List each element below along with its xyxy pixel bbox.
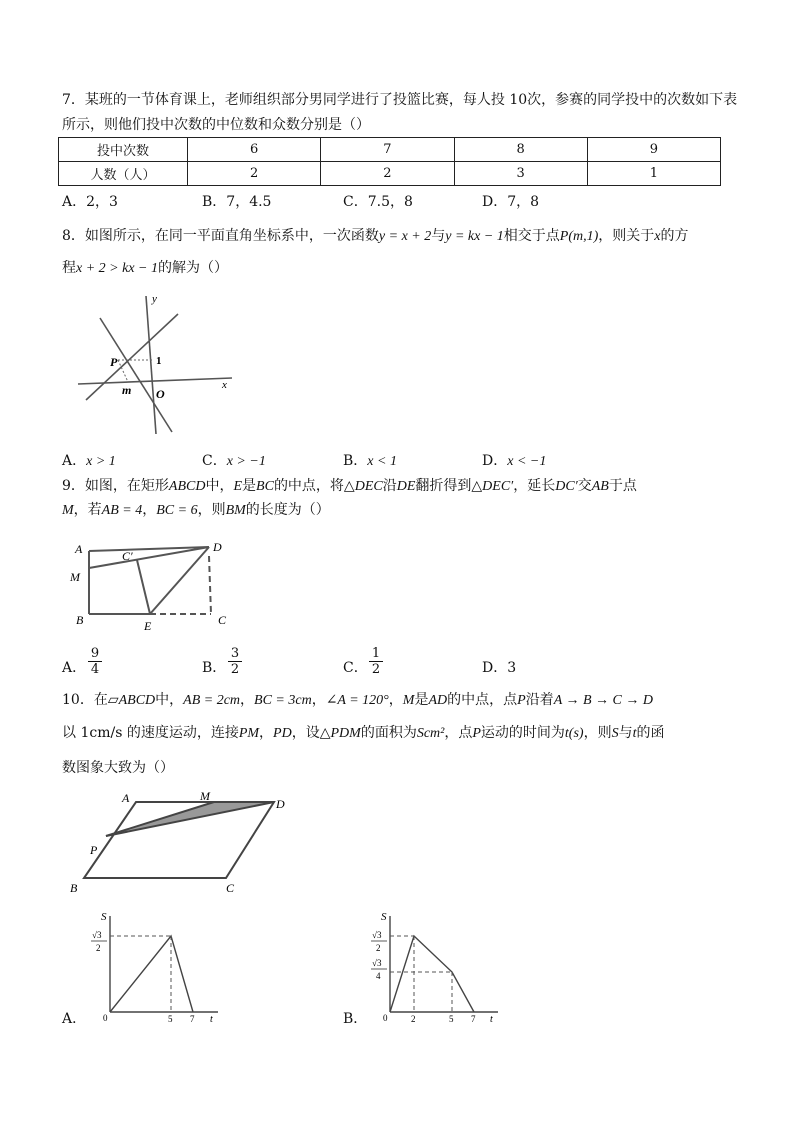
- q9-math: BC = 6: [156, 503, 198, 518]
- q10-text: 沿着: [525, 692, 554, 708]
- q9-option-a-letter[interactable]: A．: [62, 660, 87, 676]
- q10-math: t(s): [564, 726, 584, 741]
- option-letter: C．: [202, 453, 227, 469]
- q8-text-line2: [62, 258, 228, 279]
- xtick-7: 7: [190, 1014, 195, 1024]
- s-label: S: [381, 911, 387, 923]
- q10-text: ，点: [444, 725, 473, 741]
- q7-data-table: [58, 137, 721, 186]
- q8-var: x: [654, 229, 661, 244]
- q10-text: 运动的时间为: [480, 725, 565, 741]
- y-label: y: [152, 293, 157, 305]
- label-m: M: [200, 789, 210, 803]
- q10-math: PM: [238, 726, 260, 741]
- q9-option-c-fraction: [369, 646, 383, 677]
- q10-text: 是: [414, 692, 429, 708]
- q10-text: 的面积为: [360, 725, 417, 741]
- q9-text: 的中点，将△: [273, 478, 355, 494]
- q8-text: 相交于点: [503, 228, 560, 244]
- xtick-2: 2: [411, 1014, 416, 1024]
- graph-a-curve: [110, 936, 193, 1012]
- label-m: M: [70, 570, 80, 584]
- ytick-num: √3: [92, 930, 102, 940]
- q10-text-line2: [62, 723, 664, 744]
- q10-text: ，: [311, 692, 326, 708]
- origin-label: O: [156, 387, 165, 401]
- q8-eq2: y = kx − 1: [445, 229, 504, 244]
- q9-text: ，则: [197, 502, 226, 518]
- q9-text: 交: [577, 478, 592, 494]
- option-value: x < 1: [367, 454, 397, 469]
- table-cell: 2: [188, 162, 321, 186]
- q9-math: E: [233, 479, 243, 494]
- q10-math: PD: [273, 726, 292, 741]
- q9-option-b-fraction: [228, 646, 242, 677]
- q9-text: ，若: [73, 502, 102, 518]
- graph-b-curve: [390, 936, 474, 1012]
- option-letter: B．: [343, 453, 368, 469]
- q9-text-line2: [62, 500, 330, 521]
- q10-math: P: [517, 693, 526, 708]
- q9-text-line1: [62, 476, 637, 497]
- s-label: S: [101, 911, 107, 923]
- table-cell: 7: [321, 138, 454, 162]
- q9-math: DC′: [555, 479, 578, 494]
- q9-text: 9．如图，在矩形: [62, 478, 169, 494]
- label-c: C: [226, 881, 235, 895]
- q9-math: M: [62, 503, 74, 518]
- q10-math: AD: [428, 693, 448, 708]
- q10-math: Scm²: [416, 726, 445, 741]
- q8-text-line1: [62, 226, 689, 247]
- q10-text: ，: [240, 692, 255, 708]
- q9-math: BM: [225, 503, 246, 518]
- label-a: A: [75, 542, 83, 556]
- table-row: [59, 138, 721, 162]
- t-label: t: [210, 1014, 213, 1024]
- q10-math: BC = 3cm: [254, 693, 312, 708]
- q8-option-a[interactable]: [62, 451, 116, 472]
- q9-text: 中，: [205, 478, 234, 494]
- xtick-5: 5: [168, 1014, 173, 1024]
- option-value: x > −1: [226, 454, 266, 469]
- ytick1-den: 2: [376, 943, 381, 953]
- q9-text: 的长度为（）: [245, 502, 330, 518]
- ytick-den: 2: [96, 943, 101, 953]
- q8-option-b[interactable]: [343, 451, 397, 472]
- t-label: t: [490, 1014, 493, 1024]
- q8-text: 8．如图所示，在同一平面直角坐标系中，一次函数: [62, 228, 379, 244]
- label-b: B: [76, 613, 84, 627]
- q8-eq1: y = x + 2: [378, 229, 432, 244]
- q9-math: AB = 4: [101, 503, 143, 518]
- q10-text-line1: [62, 690, 653, 711]
- line-kx-minus-1: [100, 318, 172, 432]
- q10-text: ，: [259, 725, 274, 741]
- q7-option-b[interactable]: B．7，4.5: [202, 194, 272, 210]
- q10-text-line3: 数图象大致为（）: [62, 760, 174, 776]
- ytick1-num: √3: [372, 930, 382, 940]
- x-axis: [78, 378, 232, 384]
- x-label: x: [222, 379, 227, 391]
- xtick-5: 5: [449, 1014, 454, 1024]
- q8-inequality: x + 2 > kx − 1: [76, 261, 158, 276]
- q9-math: ABCD: [168, 479, 206, 494]
- q10-text: ，: [388, 692, 403, 708]
- q10-text: 以 1cm/s 的速度运动，连接: [62, 725, 239, 741]
- q9-math: DE: [396, 479, 416, 494]
- label-b: B: [70, 881, 78, 895]
- q10-math: P: [472, 726, 481, 741]
- q7-text-line1: 7．某班的一节体育课上，老师组织部分男同学进行了投篮比赛，每人投 10次，参赛的同学投中的次数如下表: [62, 92, 738, 108]
- q10-text: ，设△: [291, 725, 331, 741]
- denominator: 4: [90, 662, 100, 677]
- q8-point: P(m,1): [559, 229, 599, 244]
- q9-text: 沿: [382, 478, 397, 494]
- q9-option-b-letter[interactable]: B．: [202, 660, 227, 676]
- option-letter: D．: [482, 453, 508, 469]
- p-label: P: [110, 355, 118, 369]
- q10-graph-b: [368, 908, 518, 1024]
- ytick2-num: √3: [372, 958, 382, 968]
- q10-text: 中，: [155, 692, 184, 708]
- denominator: 2: [371, 662, 381, 677]
- table-cell: 3: [454, 162, 587, 186]
- one-label: 1: [156, 355, 162, 367]
- q9-option-d[interactable]: D．3: [482, 660, 517, 676]
- q10-text: ，则: [583, 725, 612, 741]
- label-d: D: [213, 540, 222, 554]
- option-value: x < −1: [507, 454, 547, 469]
- table-cell: 1: [587, 162, 720, 186]
- origin-label: 0: [103, 1013, 108, 1023]
- q7-option-d[interactable]: D．7，8: [482, 194, 540, 210]
- q10-math: ∠A = 120°: [325, 693, 389, 708]
- label-a: A: [122, 791, 130, 805]
- q10-graph-a: [88, 908, 238, 1024]
- denominator: 2: [230, 662, 240, 677]
- numerator: 3: [228, 646, 242, 662]
- table-cell: 9: [587, 138, 720, 162]
- q9-text: 于点: [608, 478, 637, 494]
- q10-math: A → B → C → D: [553, 693, 653, 708]
- table-cell: 8: [454, 138, 587, 162]
- q7-option-a[interactable]: A．2，3: [62, 194, 118, 210]
- q8-text: 程: [62, 260, 76, 276]
- table-cell: 投中次数: [59, 138, 188, 162]
- label-e: E: [144, 619, 152, 632]
- q10-text: 的函: [636, 725, 665, 741]
- table-cell: 6: [188, 138, 321, 162]
- q9-text: ，: [142, 502, 157, 518]
- option-letter: A．: [62, 453, 87, 469]
- table-row: [59, 162, 721, 186]
- q10-text: 的中点，点: [447, 692, 518, 708]
- q8-text: 的方: [660, 228, 689, 244]
- q9-text: ，延长: [513, 478, 556, 494]
- q9-math: DEC′: [482, 479, 514, 494]
- q10-math: AB = 2cm: [183, 693, 241, 708]
- q10-math: M: [402, 693, 415, 708]
- q9-option-c-letter[interactable]: C．: [343, 660, 368, 676]
- q8-text: 的解为（）: [157, 260, 228, 276]
- origin-label: 0: [383, 1013, 388, 1023]
- m-label: m: [122, 383, 132, 397]
- q10-math: t: [632, 726, 637, 741]
- label-c: C: [218, 613, 227, 627]
- q10-text: 10．在: [62, 692, 108, 708]
- numerator: 9: [88, 646, 102, 662]
- q9-figure: [66, 536, 246, 632]
- q10-option-a[interactable]: A．: [62, 1011, 87, 1027]
- q8-figure: [72, 288, 242, 438]
- q8-text: 与: [431, 228, 446, 244]
- y-axis: [146, 296, 156, 434]
- q7-text-line2: 所示，则他们投中次数的中位数和众数分别是（）: [62, 117, 370, 133]
- q9-text: 是: [242, 478, 257, 494]
- label-d: D: [276, 797, 285, 811]
- table-cell: 人数（人）: [59, 162, 188, 186]
- option-value: x > 1: [86, 454, 116, 469]
- q10-parallelogram-figure: [64, 788, 304, 898]
- q9-math: DEC: [354, 479, 383, 494]
- q10-text: 与: [618, 725, 633, 741]
- xtick-7: 7: [471, 1014, 476, 1024]
- q7-option-c[interactable]: C．7.5，8: [343, 194, 413, 210]
- label-c-prime: C′: [122, 549, 133, 563]
- q8-option-c[interactable]: [202, 451, 266, 472]
- ytick2-den: 4: [376, 971, 381, 981]
- label-p: P: [90, 843, 98, 857]
- q8-text: ，则关于: [598, 228, 655, 244]
- q10-math: PDM: [330, 726, 361, 741]
- q9-math: BC: [256, 479, 274, 494]
- q10-option-b[interactable]: B．: [343, 1011, 368, 1027]
- q8-option-d[interactable]: [482, 451, 546, 472]
- table-cell: 2: [321, 162, 454, 186]
- q9-option-a-fraction: [88, 646, 102, 677]
- q9-text: 翻折得到△: [415, 478, 483, 494]
- q9-math: AB: [591, 479, 609, 494]
- q10-math: S: [611, 726, 619, 741]
- q10-math: ▱ABCD: [107, 693, 156, 708]
- numerator: 1: [369, 646, 383, 662]
